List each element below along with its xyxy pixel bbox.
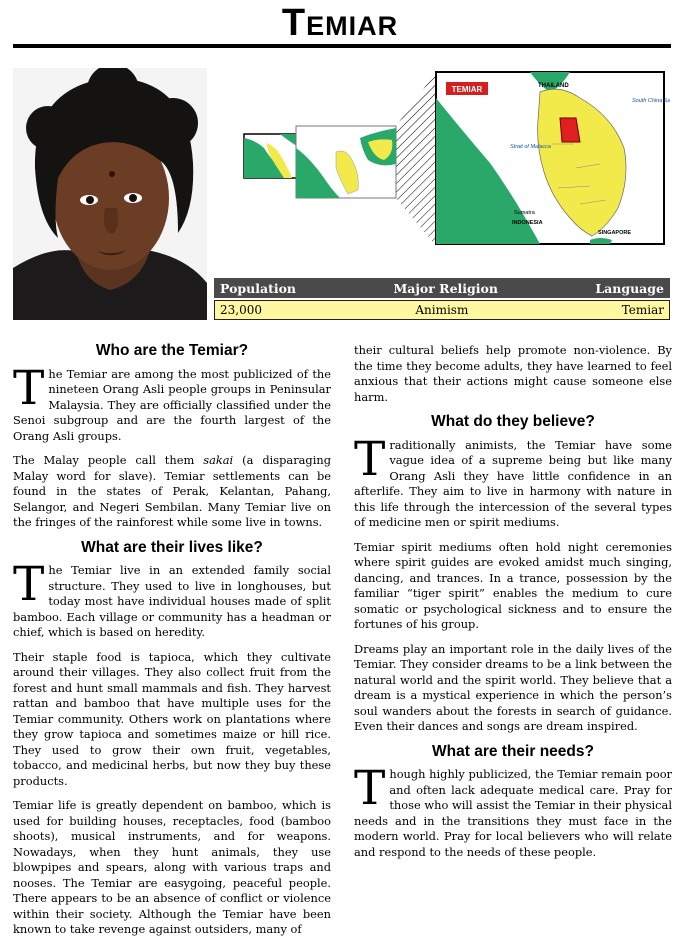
stats-header-population: Population [220, 280, 297, 296]
map-label-thailand: THAILAND [538, 83, 569, 89]
stats-header-language: Language [595, 280, 664, 296]
stats-table [214, 278, 670, 320]
map-tag: TEMIAR [451, 85, 483, 94]
stats-value-population: 23,000 [220, 303, 262, 317]
paragraph-lives-2: Their staple food is tapioca, which they cultivate around their villages. They also collect fruit from the forest and hunt small mammals and fish. They harvest rattan and bamboo that have multiple uses for the Temiar community. Others work on plantations where they grow tapioca and sometimes maize or hill rice. They used to grow their own fruit, vegetables, tobacco, and medicinal herbs, but now they buy these products. [13, 649, 331, 788]
heading-needs: What are their needs? [432, 742, 594, 760]
paragraph-lives-3: Temiar life is greatly dependent on bamboo, which is used for building houses, receptacles, food (bamboo shoots), musical instruments, and for weapons. Nowadays, when they hunt animals, they use blowpipes and spears, along with various traps and nooses. The Temiar are easygoing, peaceful people. There appears to be an absence of conflict or violence within their society. Although the Temiar have been known to take revenge against outsiders, many of [13, 798, 331, 936]
map-label-indonesia: INDONESIA [512, 220, 543, 226]
right-column [354, 343, 672, 869]
heading-lives: What are their lives like? [81, 538, 263, 556]
drop-cap: T [354, 431, 386, 487]
stats-value-row [214, 300, 670, 320]
paragraph-believe-3: Dreams play an important role in the daily lives of the Temiar. They consider dreams to be a link between the natural world and the spirit world. They believe that a dream is a mystical experience in which the person’s soul wanders about the forests in search of guidance. Even their dances and songs are dream inspired. [354, 641, 672, 733]
stats-header-religion: Major Religion [393, 280, 498, 296]
paragraph-lives-3-cont: their cultural beliefs help promote non-violence. By the time they become adults, they have learned to feel anxious that their actions might cause someone else harm. [354, 343, 672, 404]
map-label-strait: Strait of Malacca [510, 144, 551, 150]
paragraph-who-1: The Temiar are among the most publicized of the nineteen Orang Asli people groups in Peninsular Malaysia. They are officially classified under the Senoi subgroup and are the fourth largest of the Orang Asli groups. [13, 360, 331, 443]
stats-value-religion: Animism [415, 303, 469, 317]
title-rule [13, 44, 671, 48]
paragraph-lives-1: The Temiar live in an extended family social structure. They used to live in longhouses, but today most have individual houses made of split bamboo. Each village or community has a headman or chief, which is based on heredity. [13, 557, 331, 639]
paragraph-needs-1: Though highly publicized, the Temiar remain poor and often lack adequate medical care. Pray for those who will assist the Temiar in their physical needs and in the transitions they must face in the modern world. Pray for local believers who will relate and respond to the needs of these people. [354, 761, 672, 859]
stats-value-language: Temiar [621, 303, 664, 317]
left-column [13, 343, 331, 947]
stats-header-row [214, 278, 670, 298]
page-title: TEMIAR [281, 2, 399, 44]
drop-cap: T [13, 360, 45, 416]
heading-who: Who are the Temiar? [95, 342, 249, 359]
paragraph-believe-1: Traditionally animists, the Temiar have some vague idea of a supreme being but like many Orang Asli they have little confidence in an afterlife. They aim to live in harmony with nature in this life through the intercession of the several types of medicine men or spirit mediums. [354, 431, 672, 529]
heading-believe: What do they believe? [431, 413, 595, 430]
drop-cap: T [13, 557, 45, 612]
paragraph-who-2: The Malay people call them sakai (a disparaging Malay word for slave). Temiar settlements can be found in the states of Perak, Kelantan, Pahang, Selangor, and Negeri Sembilan. Many Temiar live on the fringes of the rainforest while some live in towns. [13, 453, 331, 529]
map-label-singapore: SINGAPORE [598, 230, 632, 236]
map-label-sea: South China Sea [632, 98, 670, 104]
location-maps [240, 68, 670, 276]
map-label-sumatra: Sumatra [514, 210, 535, 216]
portrait-photo [13, 68, 207, 320]
paragraph-believe-2: Temiar spirit mediums often hold night ceremonies where spirit guides are evoked amidst much singing, dancing, and trances. In a trance, possession by the familiar “tiger spirit” enables the medium to cure somatic or psychological sickness and to ensure the fortunes of his group. [354, 539, 672, 631]
drop-cap: T [354, 761, 386, 816]
